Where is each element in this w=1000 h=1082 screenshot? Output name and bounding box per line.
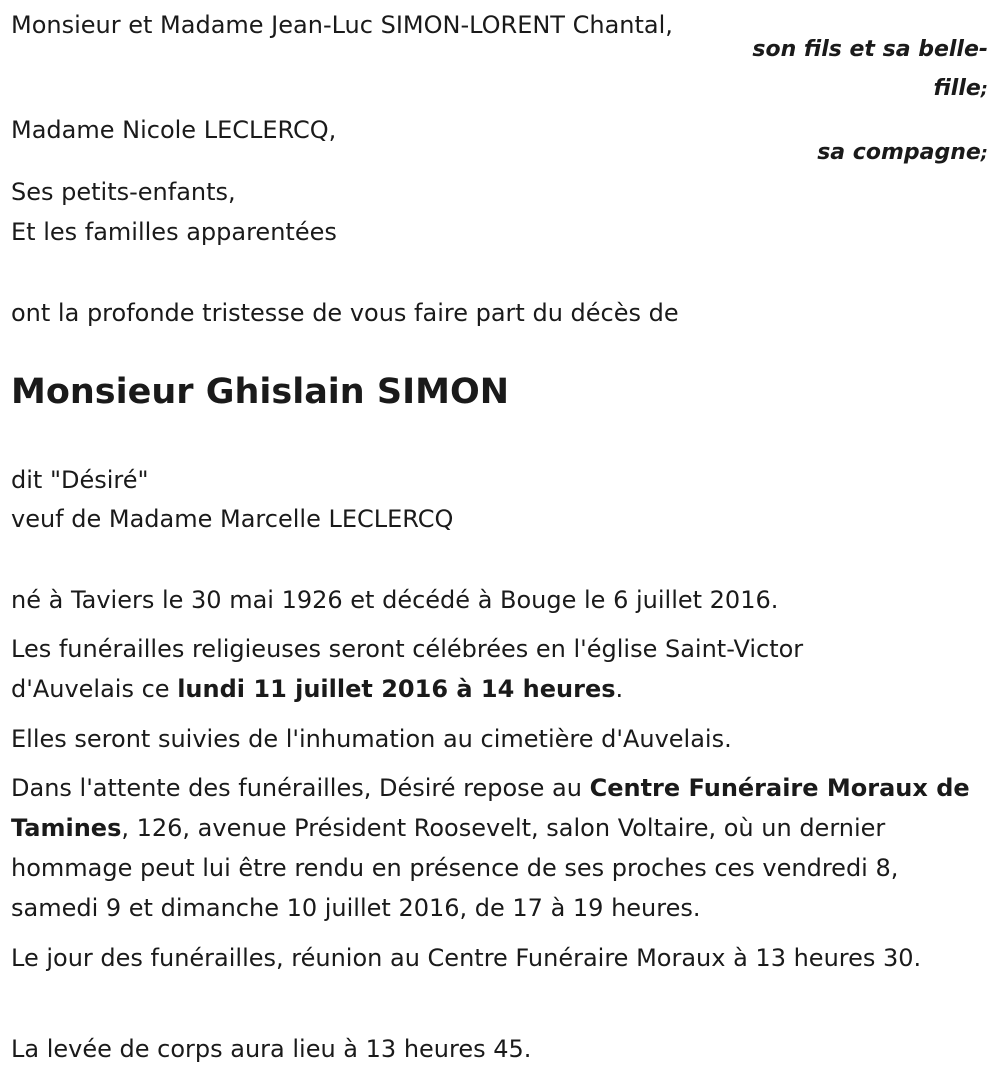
- family-line-companion: Madame Nicole LECLERCQ,: [11, 116, 337, 144]
- departure-text: La levée de corps aura lieu à 13 heures 45.: [11, 1035, 532, 1063]
- funeral-home-name: Centre Funéraire Moraux de Tamines: [11, 774, 970, 842]
- deceased-widower: veuf de Madame Marcelle LECLERCQ: [11, 505, 454, 533]
- relation-son-cont: fille;: [933, 76, 988, 101]
- funeral-text-b: d'Auvelais ce lundi 11 juillet 2016 à 14 heures.: [11, 675, 624, 703]
- relation-companion: sa compagne;: [817, 140, 988, 165]
- burial-text: Elles seront suivies de l'inhumation au cimetière d'Auvelais.: [11, 725, 732, 753]
- family-line-grandchildren: Ses petits-enfants,: [11, 178, 236, 206]
- deceased-nickname: dit "Désiré": [11, 466, 149, 494]
- rest-text: Dans l'attente des funérailles, Désiré repose au Centre Funéraire Moraux de Tamines, 126, avenue Président Roosevelt, salon Voltaire, où un dernier hommage peut lui être rendu en présence de ses proches ces vendredi 8, samedi 9 et dimanche 10 juillet 2016, de 17 à 19 heures.: [11, 774, 970, 922]
- funeral-date: lundi 11 juillet 2016 à 14 heures: [177, 675, 616, 703]
- relation-son: son fils et sa belle-: [752, 37, 988, 62]
- birth-death-text: né à Taviers le 30 mai 1926 et décédé à Bouge le 6 juillet 2016.: [11, 586, 779, 614]
- family-line-son: Monsieur et Madame Jean-Luc SIMON-LORENT Chantal,: [11, 11, 673, 39]
- deceased-name: Monsieur Ghislain SIMON: [11, 372, 510, 412]
- announcement-text: ont la profonde tristesse de vous faire part du décès de: [11, 299, 679, 327]
- funeral-text-a: Les funérailles religieuses seront célébrées en l'église Saint-Victor: [11, 635, 804, 663]
- meeting-text: Le jour des funérailles, réunion au Centre Funéraire Moraux à 13 heures 30.: [11, 944, 922, 972]
- family-line-relatives: Et les familles apparentées: [11, 218, 337, 246]
